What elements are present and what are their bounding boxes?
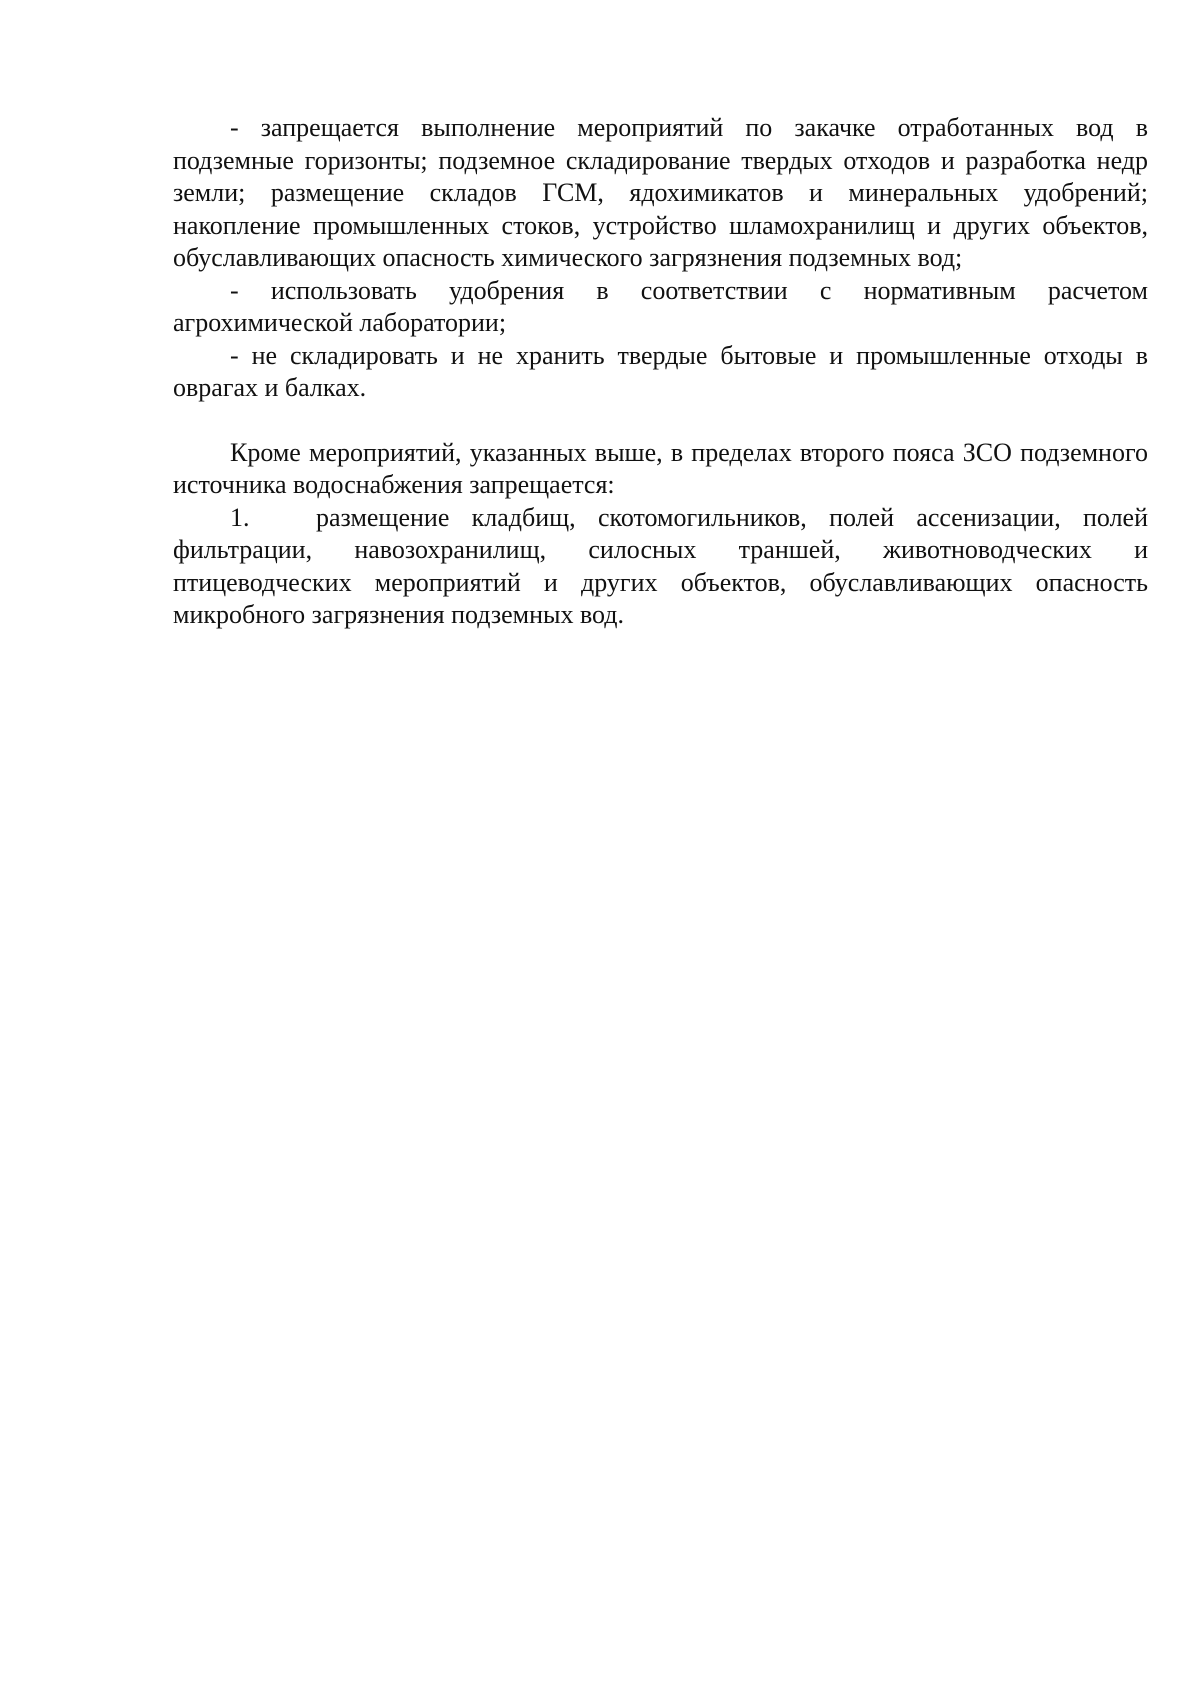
paragraph-spacer (173, 405, 1148, 437)
document-body (173, 112, 1148, 632)
intro-paragraph: Кроме мероприятий, указанных выше, в пределах второго пояса ЗСО подземного источника водоснабжения запрещается: (173, 437, 1148, 499)
numbered-list-item (173, 502, 1148, 632)
bullet-paragraph: - использовать удобрения в соответствии с нормативным расчетом агрохимической лаборатории; (173, 275, 1148, 337)
bullet-paragraph: - не складировать и не хранить твердые бытовые и промышленные отходы в оврагах и балках. (173, 340, 1148, 402)
list-item-text: размещение кладбищ, скотомогильников, полей ассенизации, полей фильтрации, навозохранилищ, силосных траншей, животноводческих и птицеводческих мероприятий и других объектов, обуславливающих опасность микробного загрязнения подземных вод. (173, 502, 1148, 629)
bullet-paragraph: - запрещается выполнение мероприятий по закачке отработанных вод в подземные горизонты; подземное складирование твердых отходов и разработка недр земли; размещение складов ГСМ, ядохимикатов и минеральных удобрений; накопление промышленных стоков, устройство шламохранилищ и других объектов, обуславливающих опасность химического загрязнения подземных вод; (173, 113, 1148, 272)
list-item-number: 1. (230, 502, 250, 532)
